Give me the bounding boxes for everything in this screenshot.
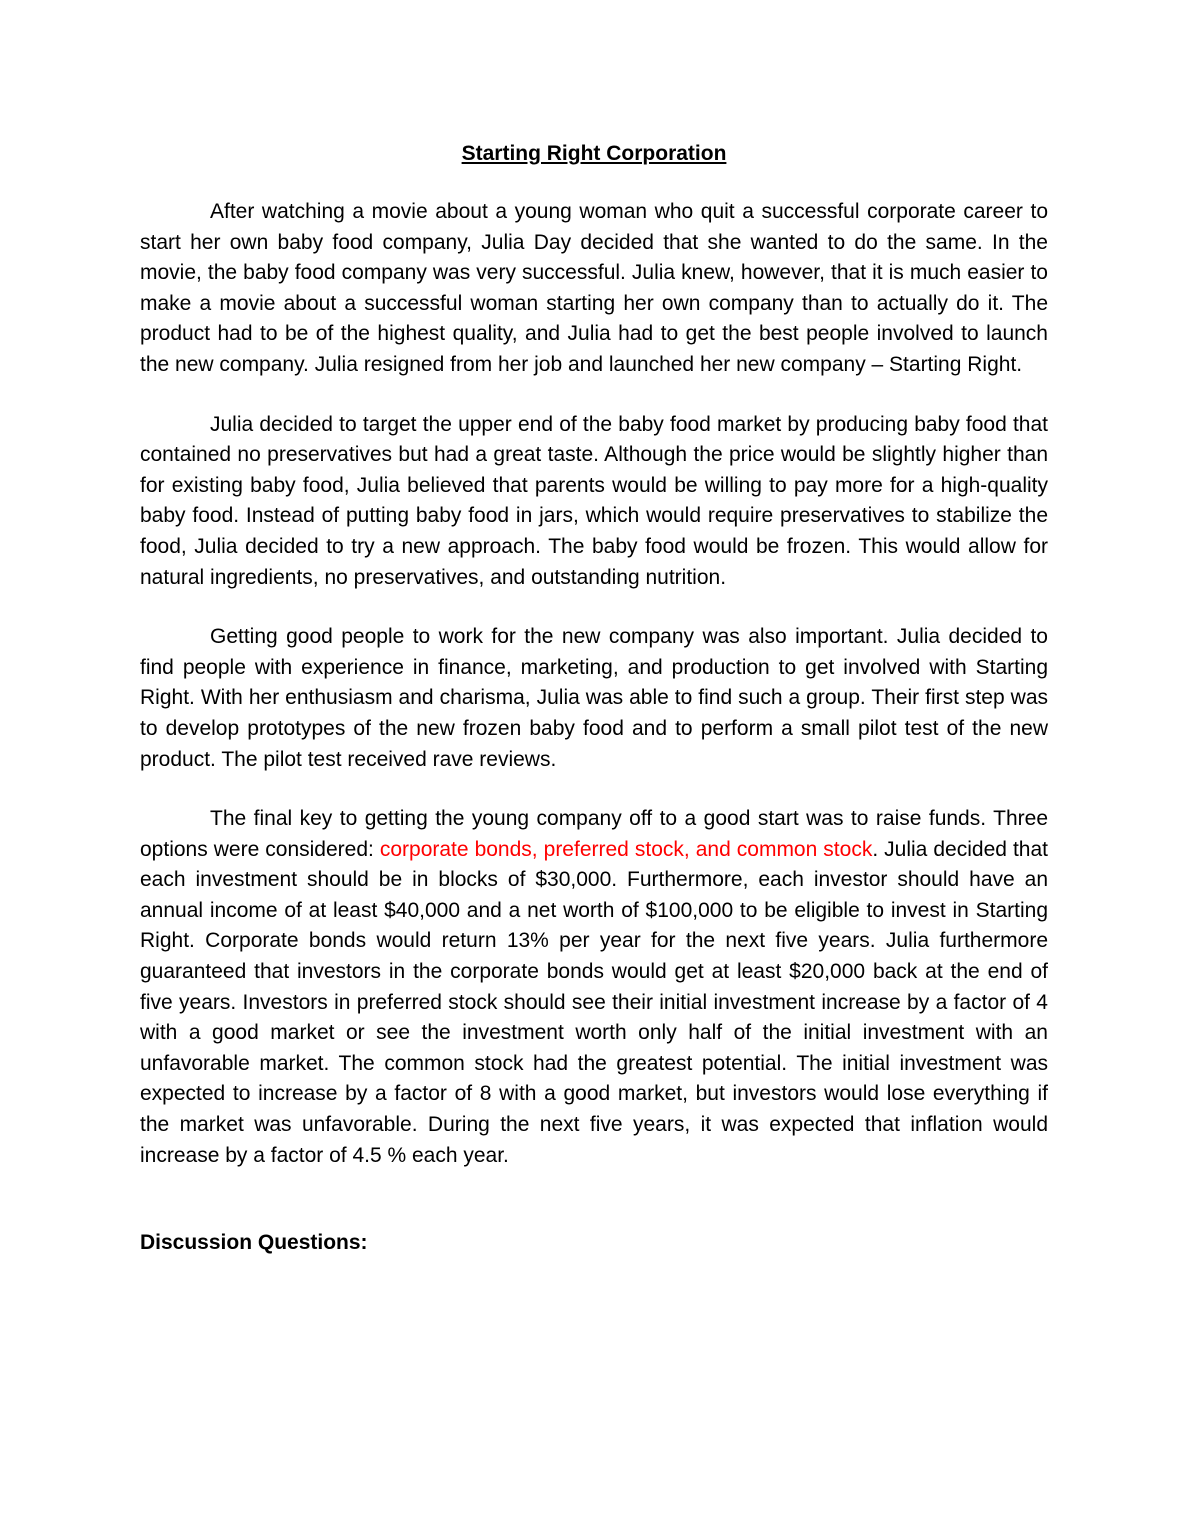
paragraph-4	[140, 804, 1048, 1171]
discussion-questions-heading: Discussion Questions:	[140, 1231, 368, 1255]
paragraph-1: After watching a movie about a young woman who quit a successful corporate career to start her own baby food company, Julia Day decided that she wanted to do the same. In the movie, the baby food company was very successful. Julia knew, however, that it is much easier to make a movie about a successful woman starting her own company than to actually do it. The product had to be of the highest quality, and Julia had to get the best people involved to launch the new company. Julia resigned from her job and launched her new company – Starting Right.	[140, 200, 1048, 376]
document-body	[140, 139, 1048, 1258]
paragraph-4-text-after: . Julia decided that each investment should be in blocks of $30,000. Furthermore, each investor should have an annual income of at least $40,000 and a net worth of $100,000 to be eligible to invest in Starting Right. Corporate bonds would return 13% per year for the next five years. Julia furthermore guaranteed that investors in the corporate bonds would get at least $20,000 back at the end of five years. Investors in preferred stock should see their initial investment increase by a factor of 4 with a good market or see the investment worth only half of the initial investment with an unfavorable market. The common stock had the greatest potential. The initial investment was expected to increase by a factor of 8 with a good market, but investors would lose everything if the market was unfavorable. During the next five years, it was expected that inflation would increase by a factor of 4.5 % each year.	[140, 837, 1048, 1167]
paragraph-4-text-before: The final key to getting the young company off to a good start was to raise funds. Three options were considered:	[140, 807, 1048, 861]
paragraph-3: Getting good people to work for the new company was also important. Julia decided to find people with experience in finance, marketing, and production to get involved with Starting Right. With her enthusiasm and charisma, Julia was able to find such a group. Their first step was to develop prototypes of the new frozen baby food and to perform a small pilot test of the new product. The pilot test received rave reviews.	[140, 625, 1048, 771]
highlighted-investment-options: corporate bonds, preferred stock, and common stock	[379, 837, 873, 861]
paragraph-2: Julia decided to target the upper end of the baby food market by producing baby food that contained no preservatives but had a great taste. Although the price would be slightly higher than for existing baby food, Julia believed that parents would be willing to pay more for a high-quality baby food. Instead of putting baby food in jars, which would require preservatives to stabilize the food, Julia decided to try a new approach. The baby food would be frozen. This would allow for natural ingredients, no preservatives, and outstanding nutrition.	[140, 412, 1048, 589]
document-title: Starting Right Corporation	[461, 142, 727, 165]
